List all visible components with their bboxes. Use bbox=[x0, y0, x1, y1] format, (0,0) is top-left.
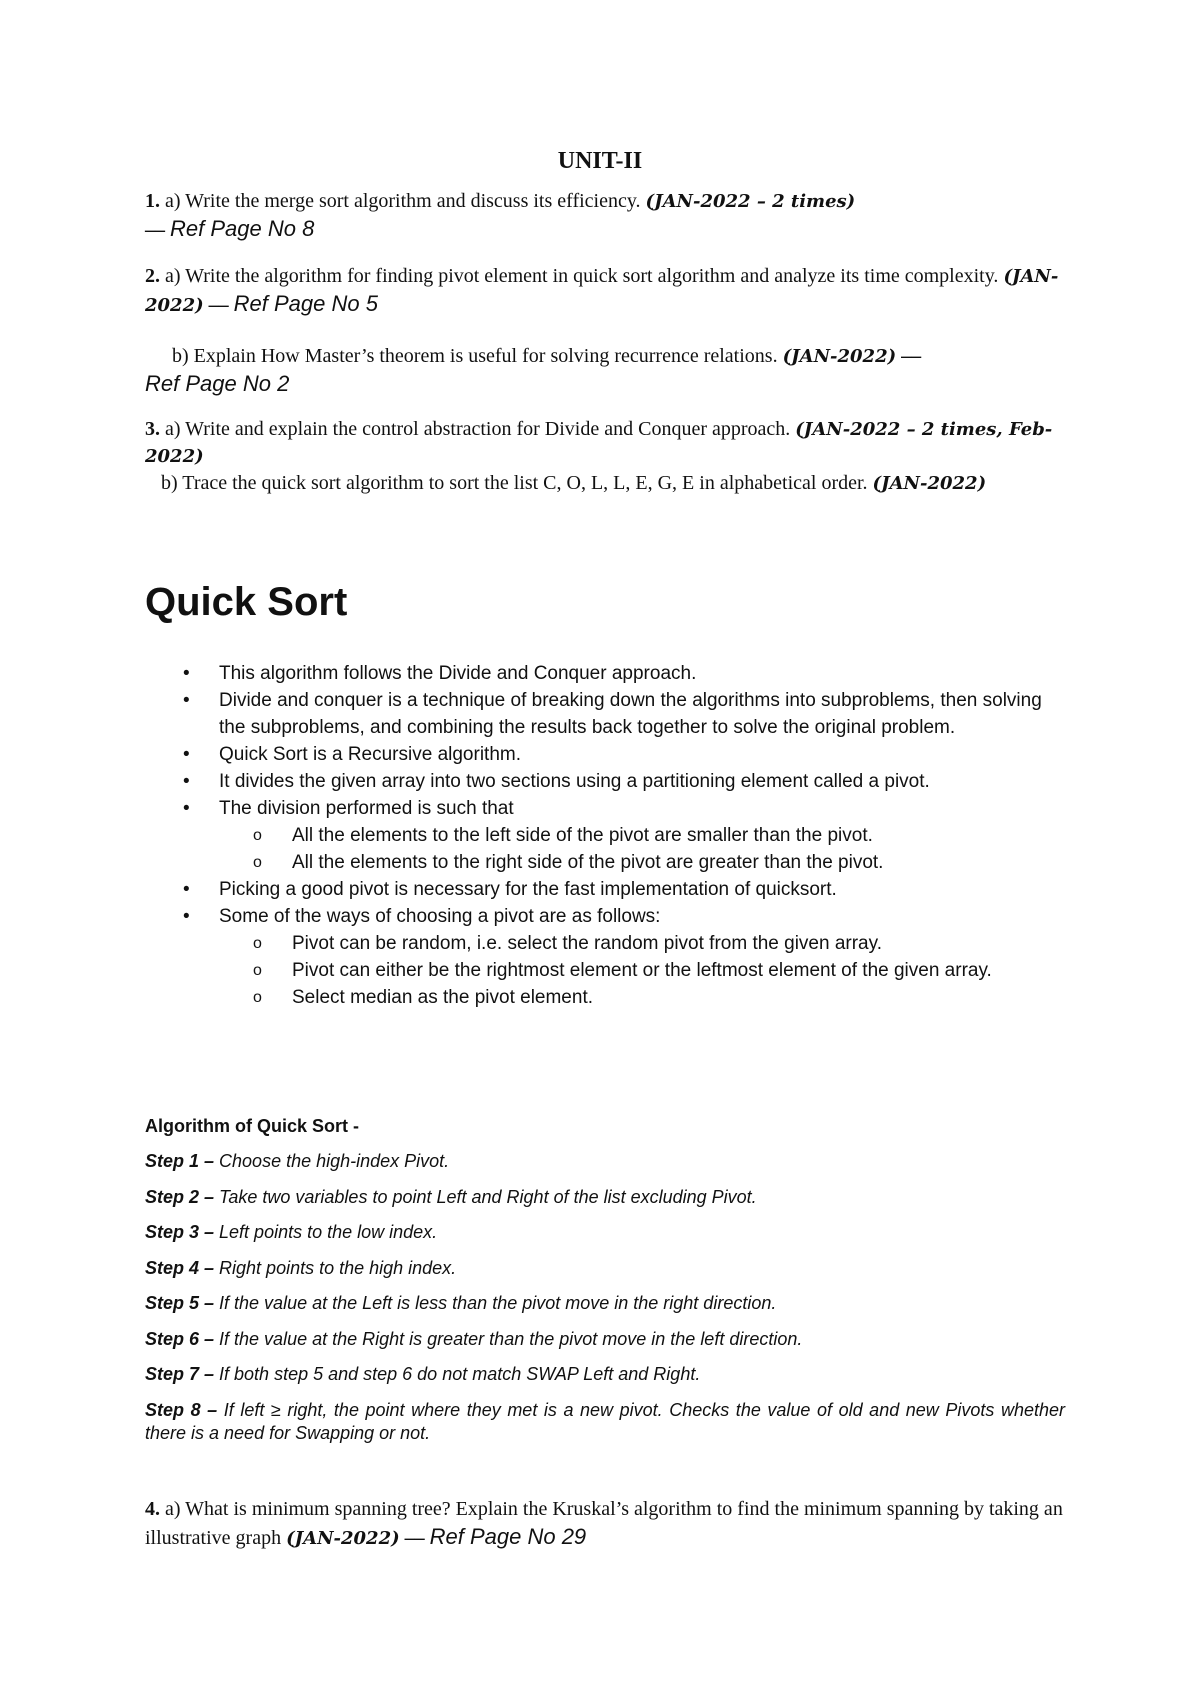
question-number: 4. bbox=[145, 1498, 160, 1520]
algorithm-step bbox=[145, 1257, 1065, 1279]
bullet-text: Quick Sort is a Recursive algorithm. bbox=[219, 744, 521, 765]
bullet-icon: • bbox=[183, 906, 190, 927]
bullet-text: Select median as the pivot element. bbox=[292, 987, 594, 1008]
unit-title: UNIT-II bbox=[557, 148, 643, 174]
question-text: a) Write the merge sort algorithm and discuss its efficiency. bbox=[160, 190, 646, 212]
exam-tag: (JAN-2022 – 2 times, Feb-2022) bbox=[145, 419, 1053, 467]
algorithm-step bbox=[145, 1363, 1065, 1385]
exam-tag: (JAN-2022 – 2 times) bbox=[645, 191, 856, 212]
bullet-icon: • bbox=[183, 690, 190, 711]
exam-tag: (JAN-2022) bbox=[286, 1528, 400, 1549]
bullet-icon: • bbox=[183, 771, 190, 792]
algorithm-step bbox=[145, 1399, 1065, 1445]
algorithm-step bbox=[145, 1150, 1065, 1172]
bullet-item bbox=[145, 660, 1065, 687]
bullet-item bbox=[145, 795, 1065, 822]
bullet-item bbox=[145, 876, 1065, 903]
page-reference: Ref Page No 2 bbox=[145, 371, 290, 396]
bullet-list bbox=[145, 660, 1065, 1011]
question-text: b) Trace the quick sort algorithm to sort the list C, O, L, L, E, G, E in alphabetical order. bbox=[161, 472, 873, 494]
page-reference: Ref Page No 5 bbox=[233, 291, 378, 316]
question-3 bbox=[145, 416, 1065, 497]
page-reference: Ref Page No 8 bbox=[170, 216, 315, 241]
bullet-text: Pivot can either be the rightmost element or the leftmost element of the given array. bbox=[292, 960, 992, 981]
question-4 bbox=[145, 1496, 1065, 1552]
ref-dash: –– bbox=[901, 345, 922, 367]
ref-dash: –– bbox=[208, 294, 229, 316]
page-reference: Ref Page No 29 bbox=[429, 1524, 587, 1549]
step-label: Step 3 – bbox=[145, 1222, 215, 1242]
sub-bullet-item bbox=[145, 984, 1065, 1011]
step-label: Step 2 – bbox=[145, 1186, 215, 1207]
bullet-item bbox=[145, 903, 1065, 930]
algorithm-step bbox=[145, 1328, 1065, 1350]
circle-bullet-icon: o bbox=[253, 989, 262, 1006]
algorithm-step bbox=[145, 1292, 1065, 1314]
bullet-text: Pivot can be random, i.e. select the random pivot from the given array. bbox=[292, 933, 882, 954]
step-text: Choose the high-index Pivot. bbox=[214, 1151, 450, 1171]
bullet-text: Divide and conquer is a technique of breaking down the algorithms into subproblems, then solving the subproblems, and combining the results back together to solve the original problem. bbox=[219, 690, 1042, 738]
algorithm-step bbox=[145, 1221, 1065, 1243]
exam-tag: (JAN-2022) bbox=[782, 346, 897, 367]
question-2b bbox=[145, 343, 1065, 399]
step-text: If left ≥ right, the point where they met is a new pivot. Checks the value of old and new Pivots whether there is a need for Swapping or not. bbox=[145, 1399, 1065, 1443]
step-label: Step 1 – bbox=[145, 1151, 215, 1171]
bullet-text: This algorithm follows the Divide and Conquer approach. bbox=[219, 663, 697, 684]
step-label: Step 4 – bbox=[145, 1257, 215, 1278]
bullet-text: Some of the ways of choosing a pivot are as follows: bbox=[219, 906, 661, 927]
sub-bullet-item bbox=[145, 849, 1065, 876]
question-number: 3. bbox=[145, 418, 160, 440]
algorithm-title: Algorithm of Quick Sort - bbox=[145, 1116, 359, 1136]
algorithm-steps bbox=[145, 1150, 1065, 1458]
circle-bullet-icon: o bbox=[253, 827, 262, 844]
exam-tag: (JAN-2022) bbox=[872, 473, 987, 494]
algorithm-step bbox=[145, 1186, 1065, 1208]
step-label: Step 8 – bbox=[145, 1399, 218, 1420]
step-text: Left points to the low index. bbox=[214, 1222, 438, 1242]
exam-tag: (JAN-2022) bbox=[145, 266, 1059, 316]
circle-bullet-icon: o bbox=[253, 854, 262, 871]
question-text: b) Explain How Master’s theorem is useful for solving recurrence relations. bbox=[172, 345, 783, 367]
bullet-item bbox=[145, 741, 1065, 768]
question-2 bbox=[145, 263, 1065, 319]
section-heading: Quick Sort bbox=[145, 580, 348, 624]
question-1 bbox=[145, 188, 1065, 244]
step-text: Right points to the high index. bbox=[214, 1257, 457, 1278]
step-text: If both step 5 and step 6 do not match SWAP Left and Right. bbox=[214, 1364, 701, 1384]
step-label: Step 5 – bbox=[145, 1293, 215, 1313]
bullet-item bbox=[145, 687, 1065, 741]
step-text: If the value at the Right is greater than the pivot move in the left direction. bbox=[214, 1328, 803, 1349]
question-number: 2. bbox=[145, 265, 160, 287]
bullet-icon: • bbox=[183, 798, 190, 819]
step-text: If the value at the Left is less than the pivot move in the right direction. bbox=[214, 1293, 777, 1313]
sub-bullet-item bbox=[145, 957, 1065, 984]
circle-bullet-icon: o bbox=[253, 935, 262, 952]
bullet-icon: • bbox=[183, 879, 190, 900]
bullet-text: All the elements to the left side of the pivot are smaller than the pivot. bbox=[292, 825, 873, 846]
bullet-text: All the elements to the right side of the pivot are greater than the pivot. bbox=[292, 852, 884, 873]
ref-dash: –– bbox=[145, 219, 165, 241]
circle-bullet-icon: o bbox=[253, 962, 262, 979]
step-text: Take two variables to point Left and Right of the list excluding Pivot. bbox=[214, 1186, 757, 1207]
ref-dash: –– bbox=[404, 1527, 425, 1549]
question-number: 1. bbox=[145, 190, 160, 212]
sub-bullet-item bbox=[145, 930, 1065, 957]
bullet-item bbox=[145, 768, 1065, 795]
question-text: a) Write the algorithm for finding pivot element in quick sort algorithm and analyze its time complexity. bbox=[160, 265, 1004, 287]
question-text: a) What is minimum spanning tree? Explain the Kruskal’s algorithm to find the minimum spanning by taking an illustrative graph bbox=[145, 1498, 1063, 1549]
bullet-icon: • bbox=[183, 744, 190, 765]
step-label: Step 6 – bbox=[145, 1328, 215, 1349]
step-label: Step 7 – bbox=[145, 1364, 215, 1384]
bullet-text: The division performed is such that bbox=[219, 798, 514, 819]
bullet-text: Picking a good pivot is necessary for the fast implementation of quicksort. bbox=[219, 879, 837, 900]
bullet-text: It divides the given array into two sections using a partitioning element called a pivot. bbox=[219, 771, 930, 792]
question-text: a) Write and explain the control abstraction for Divide and Conquer approach. bbox=[160, 418, 796, 440]
sub-bullet-item bbox=[145, 822, 1065, 849]
bullet-icon: • bbox=[183, 663, 190, 684]
